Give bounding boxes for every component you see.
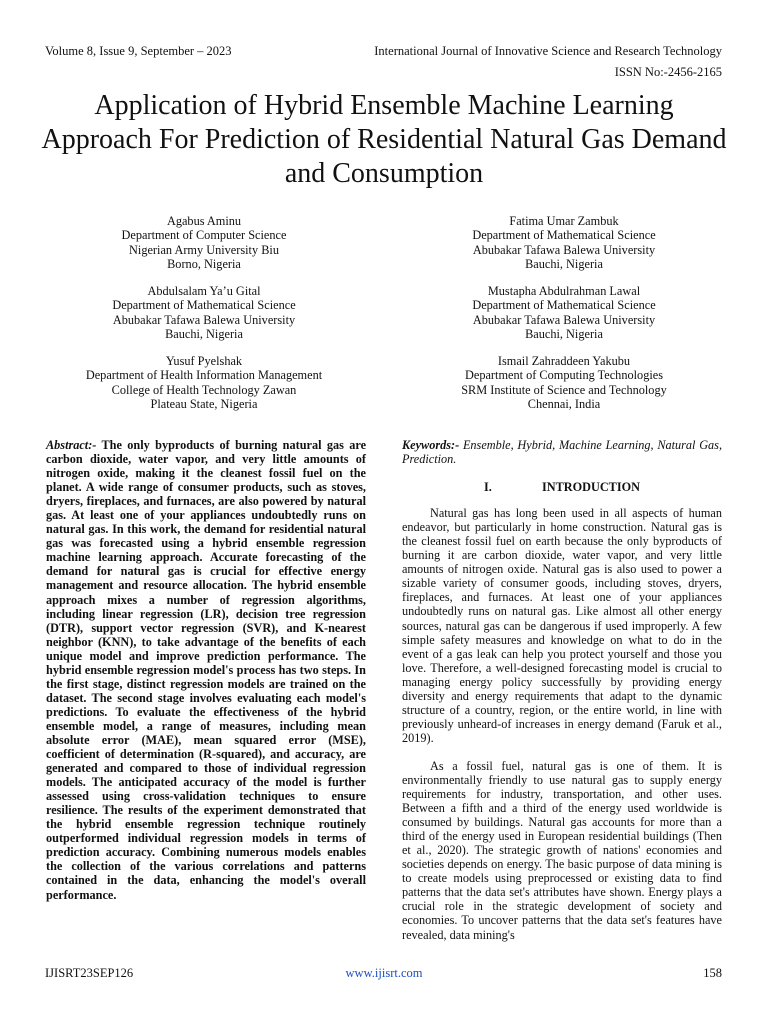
author-block (406, 214, 722, 272)
author-department: Department of Mathematical Science (112, 298, 296, 313)
section-number: I. (483, 480, 492, 495)
page-number: 158 (703, 966, 722, 980)
keywords-text: Ensemble, Hybrid, Machine Learning, Natural Gas, Prediction. (402, 438, 723, 467)
author-department: Department of Mathematical Science (472, 298, 656, 313)
author-name: Ismail Zahraddeen Yakubu (497, 354, 631, 368)
author-block (46, 214, 362, 272)
paper-id: IJISRT23SEP126 (45, 966, 134, 980)
paragraph: Natural gas has long been used in all aspects of human endeavor, but particularly in home construction. Natural gas is the cleanest fossil fuel on earth because the only byproducts of burning it are carbon dioxide, water vapor, and very little amounts of nitrogen oxide. Natural gas is also used to power a sizable variety of consumer goods, including stoves, dryers, fireplaces, and furnaces. At least one of your appliances undoubtedly runs on natural gas. Like almost all other energy sources, natural gas can be dangerous if used improperly. A few simple safety measures and knowledge on what to do in the event of a gas leak can help you protect yourself and those you love. Therefore, a well-designed forecasting model is crucial to managing energy policy successfully by providing energy diversity and energy requirements that adapt to the dynamic structure of a country, region, or the entire world, in line with previously unheard-of increases in energy demand (Faruk et al., 2019). (402, 506, 722, 745)
author-name: Abdulsalam Ya’u Gital (147, 284, 261, 298)
paper-title: Application of Hybrid Ensemble Machine Learning Approach For Prediction of Residential Natural Gas Demand and Consumption (41, 90, 727, 189)
author-name: Fatima Umar Zambuk (509, 214, 619, 228)
author-department: Department of Health Information Management (85, 368, 323, 383)
author-block (46, 354, 362, 412)
author-location: Borno, Nigeria (167, 257, 241, 272)
section-heading (402, 480, 722, 494)
journal-url-text[interactable]: www.ijisrt.com (345, 966, 423, 980)
author-department: Department of Computing Technologies (464, 368, 664, 383)
author-location: Plateau State, Nigeria (150, 397, 258, 412)
author-department: Department of Mathematical Science (472, 228, 656, 243)
journal-url[interactable] (0, 966, 768, 981)
author-institution: Abubakar Tafawa Balewa University (472, 242, 656, 257)
author-name: Mustapha Abdulrahman Lawal (487, 284, 641, 298)
section-title: INTRODUCTION (541, 480, 640, 495)
author-block (406, 284, 722, 342)
journal-volume: Volume 8, Issue 9, September – 2023 (45, 44, 232, 58)
author-block (406, 354, 722, 412)
author-name: Yusuf Pyelshak (165, 354, 243, 368)
abstract-text: The only byproducts of burning natural gas are carbon dioxide, water vapor, and very little amounts of nitrogen oxide, making it the cleanest fossil fuel on the planet. A wide range of consumer products, such as stoves, dryers, fireplaces, and furnaces, are also powered by natural gas. At least one of your appliances undoubtedly runs on natural gas. In this work, the demand for residential natural gas was forecasted using a hybrid ensemble regression machine learning approach. Accurate forecasting of the demand for natural gas is crucial for effective energy management and resource allocation. The hybrid ensemble approach mixes a number of regression algorithms, including linear regression (LR), decision tree regression (DTR), support vector regression (SVR), and K-nearest neighbor (KNN), to take advantage of the benefits of each unique model and improve prediction performance. The hybrid ensemble regression model's process has two steps. In the first stage, distinct regression models are trained on the dataset. The second stage involves evaluating each model's predictions. To evaluate the effectiveness of the hybrid ensemble model, a range of measures, including mean absolute error (MAE), mean squared error (MSE), coefficient of determination (R-squared), and accuracy, are generated and compared to those of individual regression models. The anticipated accuracy of the model is further assessed using cross-validation techniques to ensure resilience. The results of the experiment demonstrated that the hybrid ensemble regression technique routinely outperformed individual regression models in terms of prediction accuracy. Combining numerous models enables the collection of the various correlations and patterns contained in the data, enhancing the model's overall performance. (46, 438, 366, 902)
author-institution: Abubakar Tafawa Balewa University (112, 312, 296, 327)
paragraph: As a fossil fuel, natural gas is one of them. It is environmentally friendly to use natural gas to supply energy requirements for industry, transportation, and other uses. Between a fifth and a third of the energy used worldwide is consumed by buildings. Natural gas accounts for more than a third of the energy used in European residential buildings (Then et al., 2020). The strategic growth of nations' economies and societies depends on energy. The basic purpose of data mining is to create models using preprocessed or existing data to find patterns that the data set's attributes have shown. Energy plays a crucial role in the strategic development of society and economies. To uncover patterns that the data set's features have revealed, data mining's (402, 758, 722, 942)
author-block (46, 284, 362, 342)
author-location: Chennai, India (527, 397, 601, 412)
author-institution: SRM Institute of Science and Technology (461, 382, 667, 397)
author-institution: Nigerian Army University Biu (129, 242, 279, 257)
author-location: Bauchi, Nigeria (525, 327, 603, 342)
author-location: Bauchi, Nigeria (165, 327, 243, 342)
author-institution: College of Health Technology Zawan (111, 382, 297, 397)
author-department: Department of Computer Science (121, 228, 287, 243)
issn: ISSN No:-2456-2165 (614, 65, 722, 79)
author-name: Agabus Aminu (166, 214, 242, 228)
journal-name: International Journal of Innovative Science and Research Technology (374, 44, 722, 58)
keywords (402, 438, 722, 466)
keywords-label: Keywords:- (402, 438, 460, 452)
right-column (402, 438, 722, 956)
author-location: Bauchi, Nigeria (525, 257, 603, 272)
author-institution: Abubakar Tafawa Balewa University (472, 312, 656, 327)
abstract-label: Abstract:- (46, 438, 97, 452)
abstract (46, 438, 366, 902)
